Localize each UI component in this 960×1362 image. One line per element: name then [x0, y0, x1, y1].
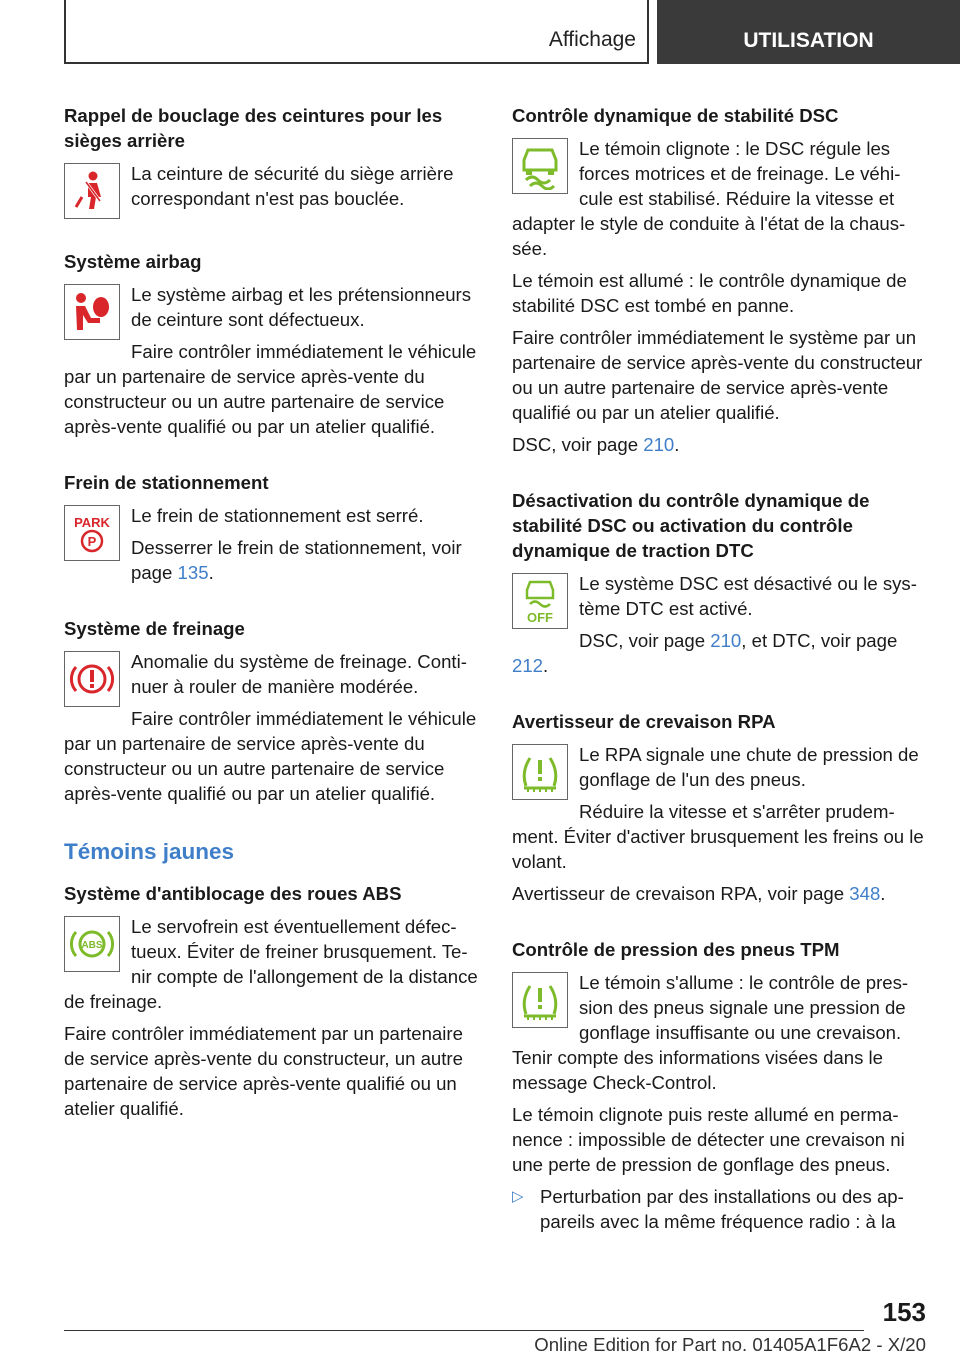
dsc-entry	[512, 103, 926, 464]
tpm-text-2: Le témoin clignote puis reste allumé en permanence : impossible de détecter une crevaison ni une perte de pression de gonflage des pneus.	[512, 1104, 905, 1175]
park-ref-prefix: Desserrer le frein de stationnement, voir page	[131, 537, 462, 583]
dsc-off-entry	[512, 488, 926, 685]
rpa-ref-prefix: Avertisseur de crevaison RPA, voir page	[512, 883, 850, 904]
tpm-entry	[512, 937, 926, 1234]
left-column	[64, 103, 478, 1152]
park-ref-suffix: .	[208, 562, 214, 583]
rpa-text-1: Le RPA signale une chute de pression de gonflage de l'un des pneus.	[579, 744, 919, 790]
park-brake-icon	[64, 505, 120, 561]
dsc-reference	[512, 432, 926, 457]
rpa-warning-icon	[512, 744, 568, 800]
svg-text:PARK: PARK	[74, 515, 110, 530]
svg-text:P: P	[87, 534, 97, 549]
dsc-text-1: Le témoin clignote : le DSC régule les forces motrices et de freinage. Le véhicule est stabilisé. Réduire la vitesse et adapter le style de conduite à l'état de la chaussée.	[512, 138, 906, 259]
dsc-text-2: Le témoin est allumé : le contrôle dynamique de stabilité DSC est tombé en panne.	[512, 270, 907, 316]
svg-text:ABS: ABS	[81, 940, 103, 951]
tpm-bullet-item	[512, 1184, 926, 1234]
page-link-210[interactable]: 210	[643, 434, 675, 455]
abs-title: Système d'antiblocage des roues ABS	[64, 883, 402, 904]
rpa-reference	[512, 881, 926, 906]
brake-warning-icon	[64, 651, 120, 707]
page-link-210-dsc-off[interactable]: 210	[710, 630, 742, 651]
dsc-off-ref-suffix: .	[543, 655, 549, 676]
brake-system-title: Système de freinage	[64, 618, 245, 639]
dsc-text-3: Faire contrôler immédiatement le système par un partenaire de service après-vente du constructeur ou un autre partenaire de service après-vente qualifié ou par un atelier qualifié.	[512, 327, 923, 423]
park-brake-text-2	[64, 535, 478, 585]
yellow-lights-heading: Témoins jaunes	[64, 839, 235, 864]
page-number: 153	[882, 1297, 926, 1327]
dsc-warning-icon	[512, 138, 568, 194]
rpa-text-2: Réduire la vitesse et s'arrêter prudemment. Éviter d'activer brusquement les freins ou le volant.	[512, 801, 924, 872]
dsc-ref-suffix: .	[674, 434, 680, 455]
seatbelt-warning-icon	[64, 163, 120, 219]
right-column	[512, 103, 926, 1258]
svg-text:OFF: OFF	[527, 610, 553, 625]
airbag-warning-icon	[64, 284, 120, 340]
park-brake-entry	[64, 470, 478, 592]
seatbelt-text: La ceinture de sécurité du siège arrière correspondant n'est pas bouclée.	[131, 163, 454, 209]
rpa-entry	[512, 709, 926, 913]
park-brake-title: Frein de stationnement	[64, 472, 269, 493]
header-section-title: Affichage	[548, 28, 636, 51]
tpm-title: Contrôle de pression des pneus TPM	[512, 939, 840, 960]
header-chapter-tab: UTILISATION	[657, 0, 960, 64]
airbag-text-2: Faire contrôler immédiatement le véhicule par un partenaire de service après-vente du constructeur ou un autre partenaire de service après-vente qualifié ou par un atelier qualifié.	[64, 341, 477, 437]
dsc-title: Contrôle dynamique de stabilité DSC	[512, 105, 839, 126]
page-link-212[interactable]: 212	[512, 655, 544, 676]
abs-text-2: Faire contrôler immédiatement par un partenaire de service après-vente du constructeur, un autre partenaire de service après-vente qualifié ou un atelier qualifié.	[64, 1023, 463, 1119]
abs-text-1: Le servofrein est éventuellement défectueux. Éviter de freiner brusquement. Tenir compte de l'allongement de la distance de freinage.	[64, 916, 478, 1012]
seatbelt-entry	[64, 103, 478, 225]
dsc-off-icon	[512, 573, 568, 629]
dsc-off-text-1: Le système DSC est désactivé ou le système DTC est activé.	[579, 573, 917, 619]
tpm-warning-icon	[512, 972, 568, 1028]
dsc-off-title: Désactivation du contrôle dynamique de stabilité DSC ou activation du contrôle dynamique de traction DTC	[512, 490, 870, 561]
page-link-348[interactable]: 348	[849, 883, 881, 904]
abs-warning-icon	[64, 916, 120, 972]
triangle-bullet-icon: ▷	[512, 1188, 524, 1205]
airbag-text-1: Le système airbag et les prétensionneurs de ceinture sont défectueux.	[131, 284, 472, 330]
footer-edition: Online Edition for Part no. 01405A1F6A2 - X/20	[534, 1334, 926, 1355]
dsc-ref-prefix: DSC, voir page	[512, 434, 644, 455]
page-link-135[interactable]: 135	[177, 562, 209, 583]
dsc-off-reference	[512, 628, 926, 678]
dsc-off-ref-mid: , et DTC, voir page	[741, 630, 898, 651]
rpa-ref-suffix: .	[880, 883, 886, 904]
tpm-text-1: Le témoin s'allume : le contrôle de pression des pneus signale une pression de gonflage insuffisante ou une crevaison. Tenir compte des informations visées dans le message Check-Control.	[512, 972, 909, 1093]
seatbelt-title: Rappel de bouclage des ceintures pour les sièges arrière	[64, 105, 443, 151]
park-brake-text-1: Le frein de stationnement est serré.	[131, 505, 424, 526]
rpa-title: Avertisseur de crevaison RPA	[512, 711, 776, 732]
brake-system-entry	[64, 616, 478, 813]
abs-entry	[64, 881, 478, 1128]
dsc-off-ref-prefix: DSC, voir page	[579, 630, 711, 651]
airbag-entry	[64, 249, 478, 446]
footer-divider	[64, 1330, 864, 1331]
brake-system-text-2: Faire contrôler immédiatement le véhicule par un partenaire de service après-vente du constructeur ou un autre partenaire de service après-vente qualifié ou par un atelier qualifié.	[64, 708, 477, 804]
brake-system-text-1: Anomalie du système de freinage. Continuer à rouler de manière modérée.	[131, 651, 467, 697]
tpm-bullet-text: Perturbation par des installations ou des appareils avec la même fréquence radio : à la	[540, 1186, 904, 1232]
airbag-title: Système airbag	[64, 251, 202, 272]
